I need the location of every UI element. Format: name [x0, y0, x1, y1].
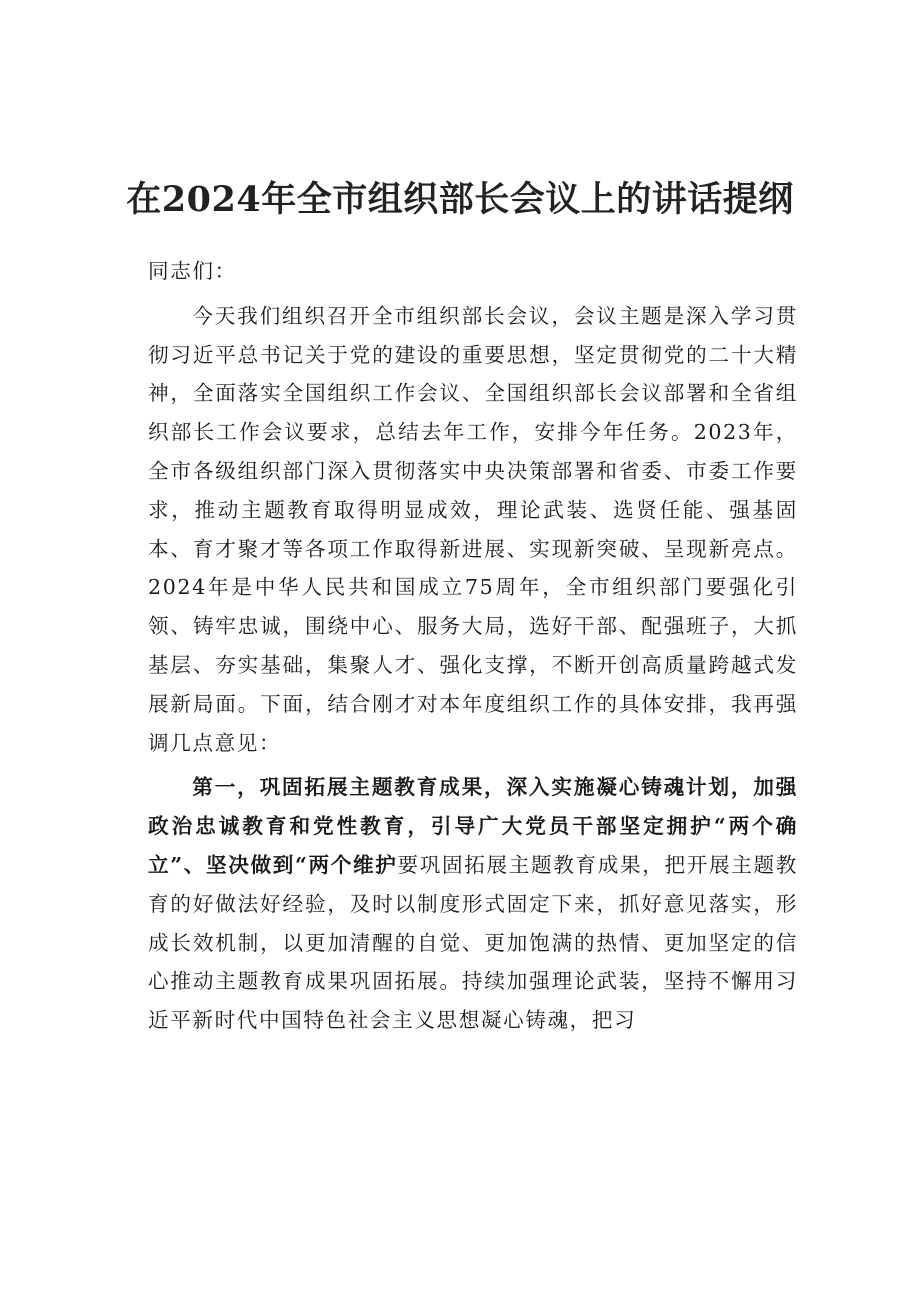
first-point-heading: 第一，巩固拓展主题教育成果，深入实施凝心铸魂计划，加强政治忠诚教育和党性教育，引导广大党员干部坚定拥护“两个确立”、坚决做到“两个维护	[148, 775, 798, 877]
document-body	[148, 252, 798, 1040]
document-title: 在2024年全市组织部长会议上的讲话提纲	[126, 179, 794, 221]
salutation: 同志们：	[148, 259, 237, 283]
paragraph-first-point	[148, 768, 798, 1040]
first-point-body: 要巩固拓展主题教育成果，把开展主题教育的好做法好经验，及时以制度形式固定下来，抓好意见落实，形成长效机制，以更加清醒的自觉、更加饱满的热情、更加坚定的信心推动主题教育成果巩固拓展。持续加强理论武装，坚持不懈用习近平新时代中国特色社会主义思想凝心铸魂，把习	[148, 852, 798, 1033]
paragraph-intro: 今天我们组织召开全市组织部长会议，会议主题是深入学习贯彻习近平总书记关于党的建设的重要思想，坚定贯彻党的二十大精神，全面落实全国组织工作会议、全国组织部长会议部署和全省组织部长工作会议要求，总结去年工作，安排今年任务。2023年，全市各级组织部门深入贯彻落实中央决策部署和省委、市委工作要求，推动主题教育取得明显成效，理论武装、选贤任能、强基固本、育才聚才等各项工作取得新进展、实现新突破、呈现新亮点。2024年是中华人民共和国成立75周年，全市组织部门要强化引领、铸牢忠诚，围绕中心、服务大局，选好干部、配强班子，大抓基层、夯实基础，集聚人才、强化支撑，不断开创高质量跨越式发展新局面。下面，结合刚才对本年度组织工作的具体安排，我再强调几点意见：	[148, 303, 798, 755]
